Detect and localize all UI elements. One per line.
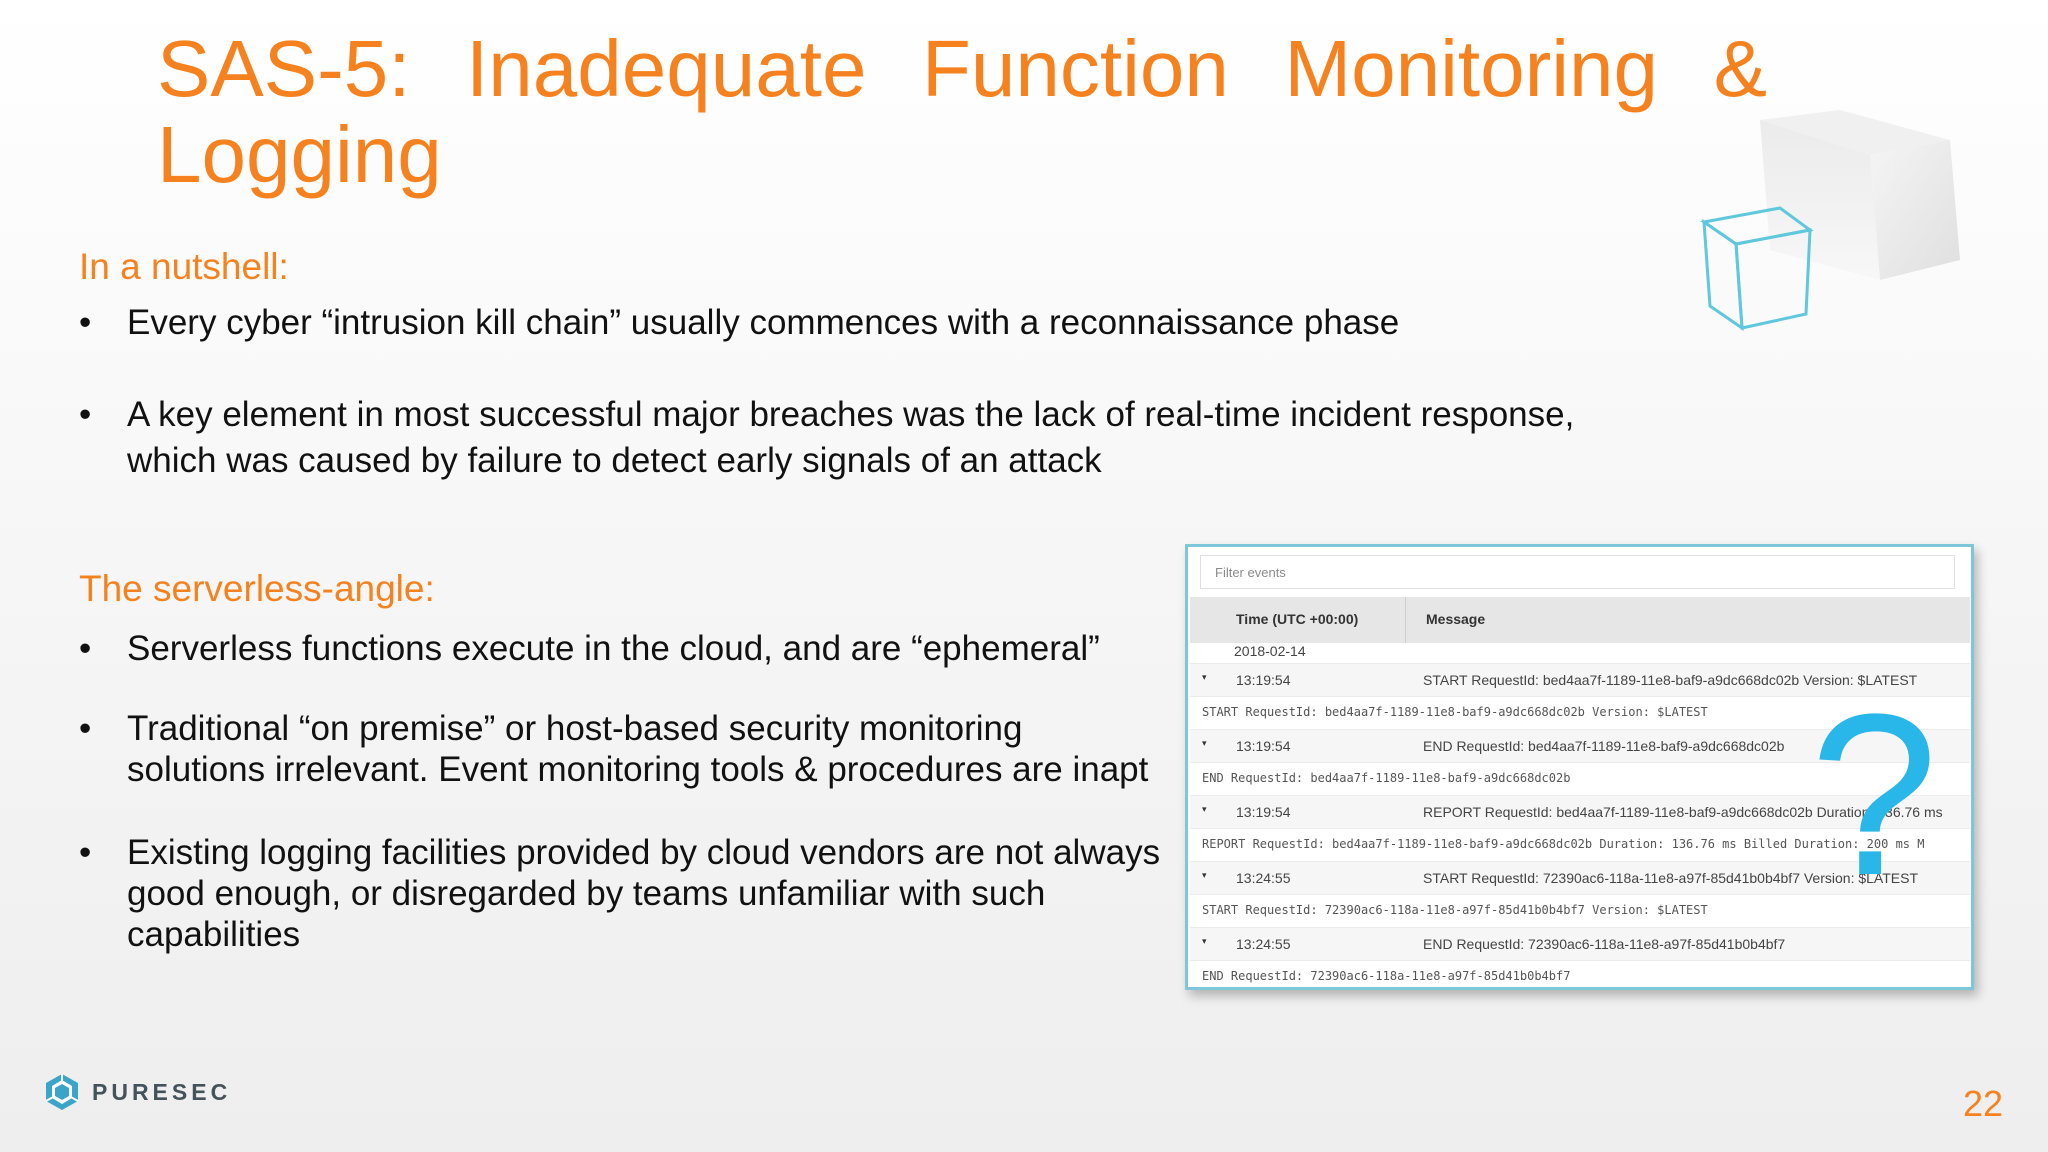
- slide-title-line-1: SAS-5: Inadequate Function Monitoring &: [157, 24, 1767, 113]
- cube-decoration-icon: [1690, 110, 1990, 350]
- log-message: START RequestId: 72390ac6-118a-11e8-a97f-85d41b0b4bf7 Version: $LATEST: [1423, 870, 1918, 886]
- bullet-dot: •: [79, 395, 92, 434]
- bullet-text: Serverless functions execute in the cloud, and are “ephemeral”: [127, 629, 1100, 668]
- log-time: 13:19:54: [1236, 804, 1291, 820]
- bullet-text-line-2: good enough, or disregarded by teams unfamiliar with such: [127, 874, 1046, 913]
- expand-caret-icon: ▾: [1202, 870, 1207, 880]
- bullet-dot: •: [79, 709, 92, 748]
- log-detail-row: [1190, 960, 1970, 990]
- log-detail: START RequestId: 72390ac6-118a-11e8-a97f-85d41b0b4bf7 Version: $LATEST: [1202, 903, 1708, 917]
- col-time-header: Time (UTC +00:00): [1236, 611, 1359, 627]
- column-divider: [1405, 597, 1406, 643]
- expand-caret-icon: ▾: [1202, 936, 1207, 946]
- log-time: 13:19:54: [1236, 738, 1291, 754]
- log-detail: END RequestId: bed4aa7f-1189-11e8-baf9-a9dc668dc02b: [1202, 771, 1571, 785]
- expand-caret-icon: ▾: [1202, 738, 1207, 748]
- log-date: 2018-02-14: [1234, 643, 1306, 659]
- log-message: REPORT RequestId: bed4aa7f-1189-11e8-baf9-a9dc668dc02b Duration: 136.76 ms: [1423, 804, 1943, 820]
- log-time: 13:19:54: [1236, 672, 1291, 688]
- log-detail: END RequestId: 72390ac6-118a-11e8-a97f-85d41b0b4bf7: [1202, 969, 1571, 983]
- log-detail: START RequestId: bed4aa7f-1189-11e8-baf9-a9dc668dc02b Version: $LATEST: [1202, 705, 1708, 719]
- bullet-dot: •: [79, 833, 92, 872]
- bullet-text-line-1: Traditional “on premise” or host-based security monitoring: [127, 709, 1023, 748]
- filter-events-input: Filter events: [1200, 555, 1955, 589]
- bullet-text-line-1: Existing logging facilities provided by cloud vendors are not always: [127, 833, 1161, 872]
- bullet-text-line-1: A key element in most successful major breaches was the lack of real-time incident response,: [127, 395, 1575, 434]
- log-message: END RequestId: bed4aa7f-1189-11e8-baf9-a9dc668dc02b: [1423, 738, 1785, 754]
- bullet-text-line-2: which was caused by failure to detect early signals of an attack: [127, 441, 1102, 480]
- bullet-dot: •: [79, 303, 92, 342]
- serverless-heading: The serverless-angle:: [79, 568, 435, 609]
- expand-caret-icon: ▾: [1202, 672, 1207, 682]
- page-number: 22: [1963, 1083, 2004, 1124]
- col-message-header: Message: [1426, 611, 1486, 627]
- bullet-text-line-2: solutions irrelevant. Event monitoring tools & procedures are inapt: [127, 750, 1149, 789]
- slide-title: [157, 26, 1767, 198]
- log-time: 13:24:55: [1236, 936, 1291, 952]
- log-message: START RequestId: bed4aa7f-1189-11e8-baf9-a9dc668dc02b Version: $LATEST: [1423, 672, 1918, 688]
- log-row: [1190, 927, 1970, 961]
- log-table-header: [1190, 597, 1970, 643]
- log-message: END RequestId: 72390ac6-118a-11e8-a97f-85d41b0b4bf7: [1423, 936, 1786, 952]
- log-detail: REPORT RequestId: bed4aa7f-1189-11e8-baf9-a9dc668dc02b Duration: 136.76 ms Billed Duration: 200 ms M: [1202, 837, 1925, 851]
- log-time: 13:24:55: [1236, 870, 1291, 886]
- logo-wordmark: PURESEC: [92, 1079, 232, 1105]
- expand-caret-icon: ▾: [1202, 804, 1207, 814]
- slide-title-line-2: Logging: [157, 110, 442, 199]
- bullet-text-line-3: capabilities: [127, 915, 301, 954]
- bullet-text: Every cyber “intrusion kill chain” usually commences with a reconnaissance phase: [127, 303, 1400, 342]
- bullet-dot: •: [79, 629, 92, 668]
- nutshell-heading: In a nutshell:: [79, 246, 289, 287]
- question-mark-icon: ?: [1810, 666, 1938, 923]
